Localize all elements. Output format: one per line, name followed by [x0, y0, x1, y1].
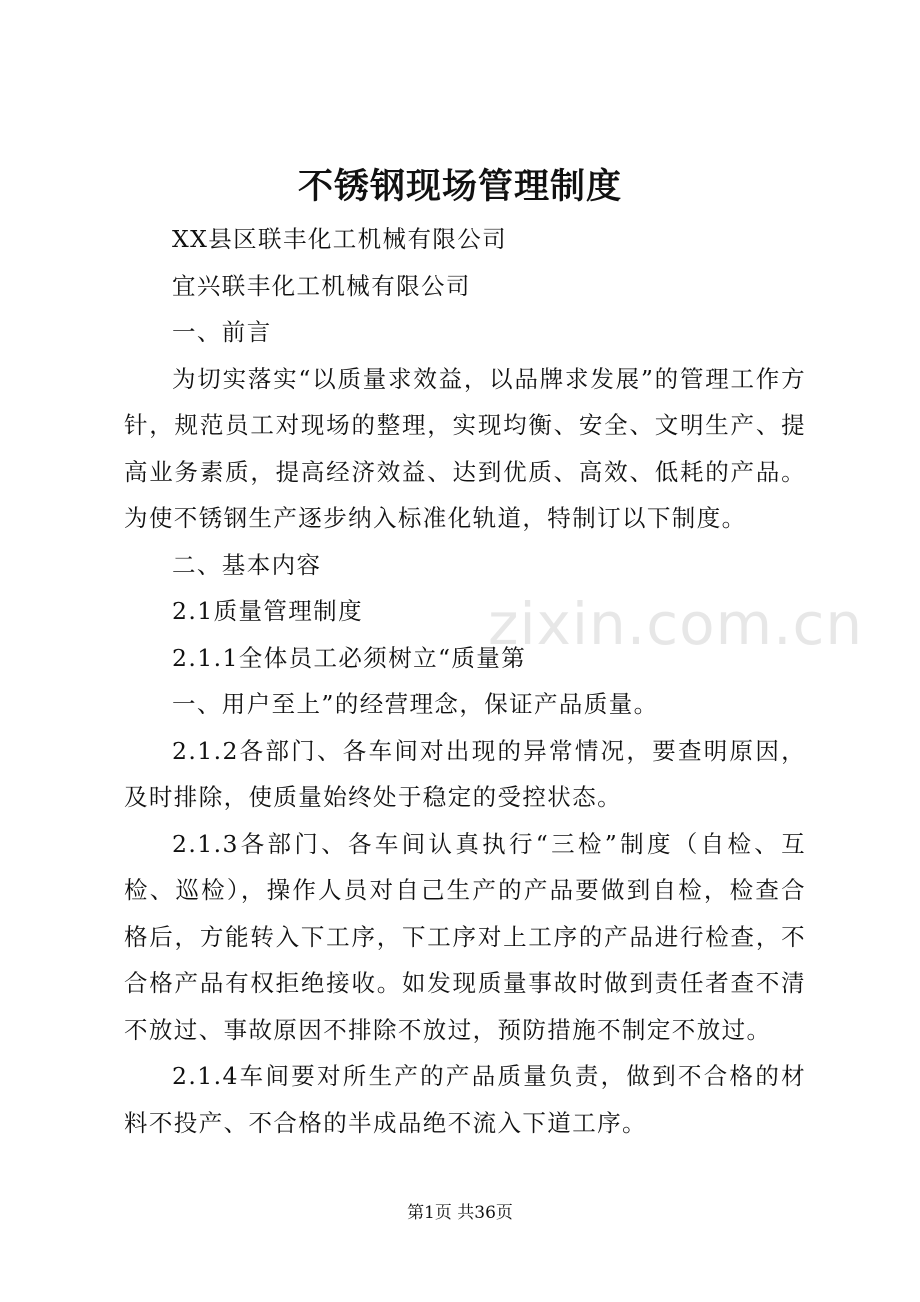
document-title: 不锈钢现场管理制度: [297, 166, 622, 207]
paragraph: 2.1.3各部门、各车间认真执行“三检”制度（自检、互检、巡检），操作人员对自己生产的产品要做到自检，检查合格后，方能转入下工序，下工序对上工序的产品进行检查，不合格产品有权拒绝接收。如发现质量事故时做到责任者查不清不放过、事故原因不排除不放过，预防措施不制定不放过。: [124, 829, 806, 1044]
watermark: zixin.com.cn: [488, 590, 864, 658]
paragraph: 一、用户至上”的经营理念，保证产品质量。: [172, 690, 659, 718]
section-heading: 二、基本内容: [172, 550, 322, 579]
subsection-heading: 2.1质量管理制度: [172, 597, 363, 625]
section-heading: 一、前言: [172, 318, 272, 346]
paragraph: XX县区联丰化工机械有限公司: [172, 225, 508, 253]
page-footer: 第1页 共36页: [407, 1203, 513, 1223]
paragraph: 为切实落实“以质量求效益，以品牌求发展”的管理工作方针，规范员工对现场的整理，实现均衡、安全、文明生产、提高业务素质，提高经济效益、达到优质、高效、低耗的产品。为使不锈钢生产逐步纳入标准化轨道，特制订以下制度。: [124, 364, 806, 532]
paragraph: 2.1.2各部门、各车间对出现的异常情况，要查明原因，及时排除，使质量始终处于稳定的受控状态。: [124, 736, 806, 811]
paragraph: 宜兴联丰化工机械有限公司: [172, 271, 471, 300]
document-body: [124, 216, 806, 1146]
paragraph: 2.1.4车间要对所生产的产品质量负责，做到不合格的材料不投产、不合格的半成品绝不流入下道工序。: [124, 1062, 806, 1137]
paragraph: 2.1.1全体员工必须树立“质量第: [172, 643, 527, 672]
